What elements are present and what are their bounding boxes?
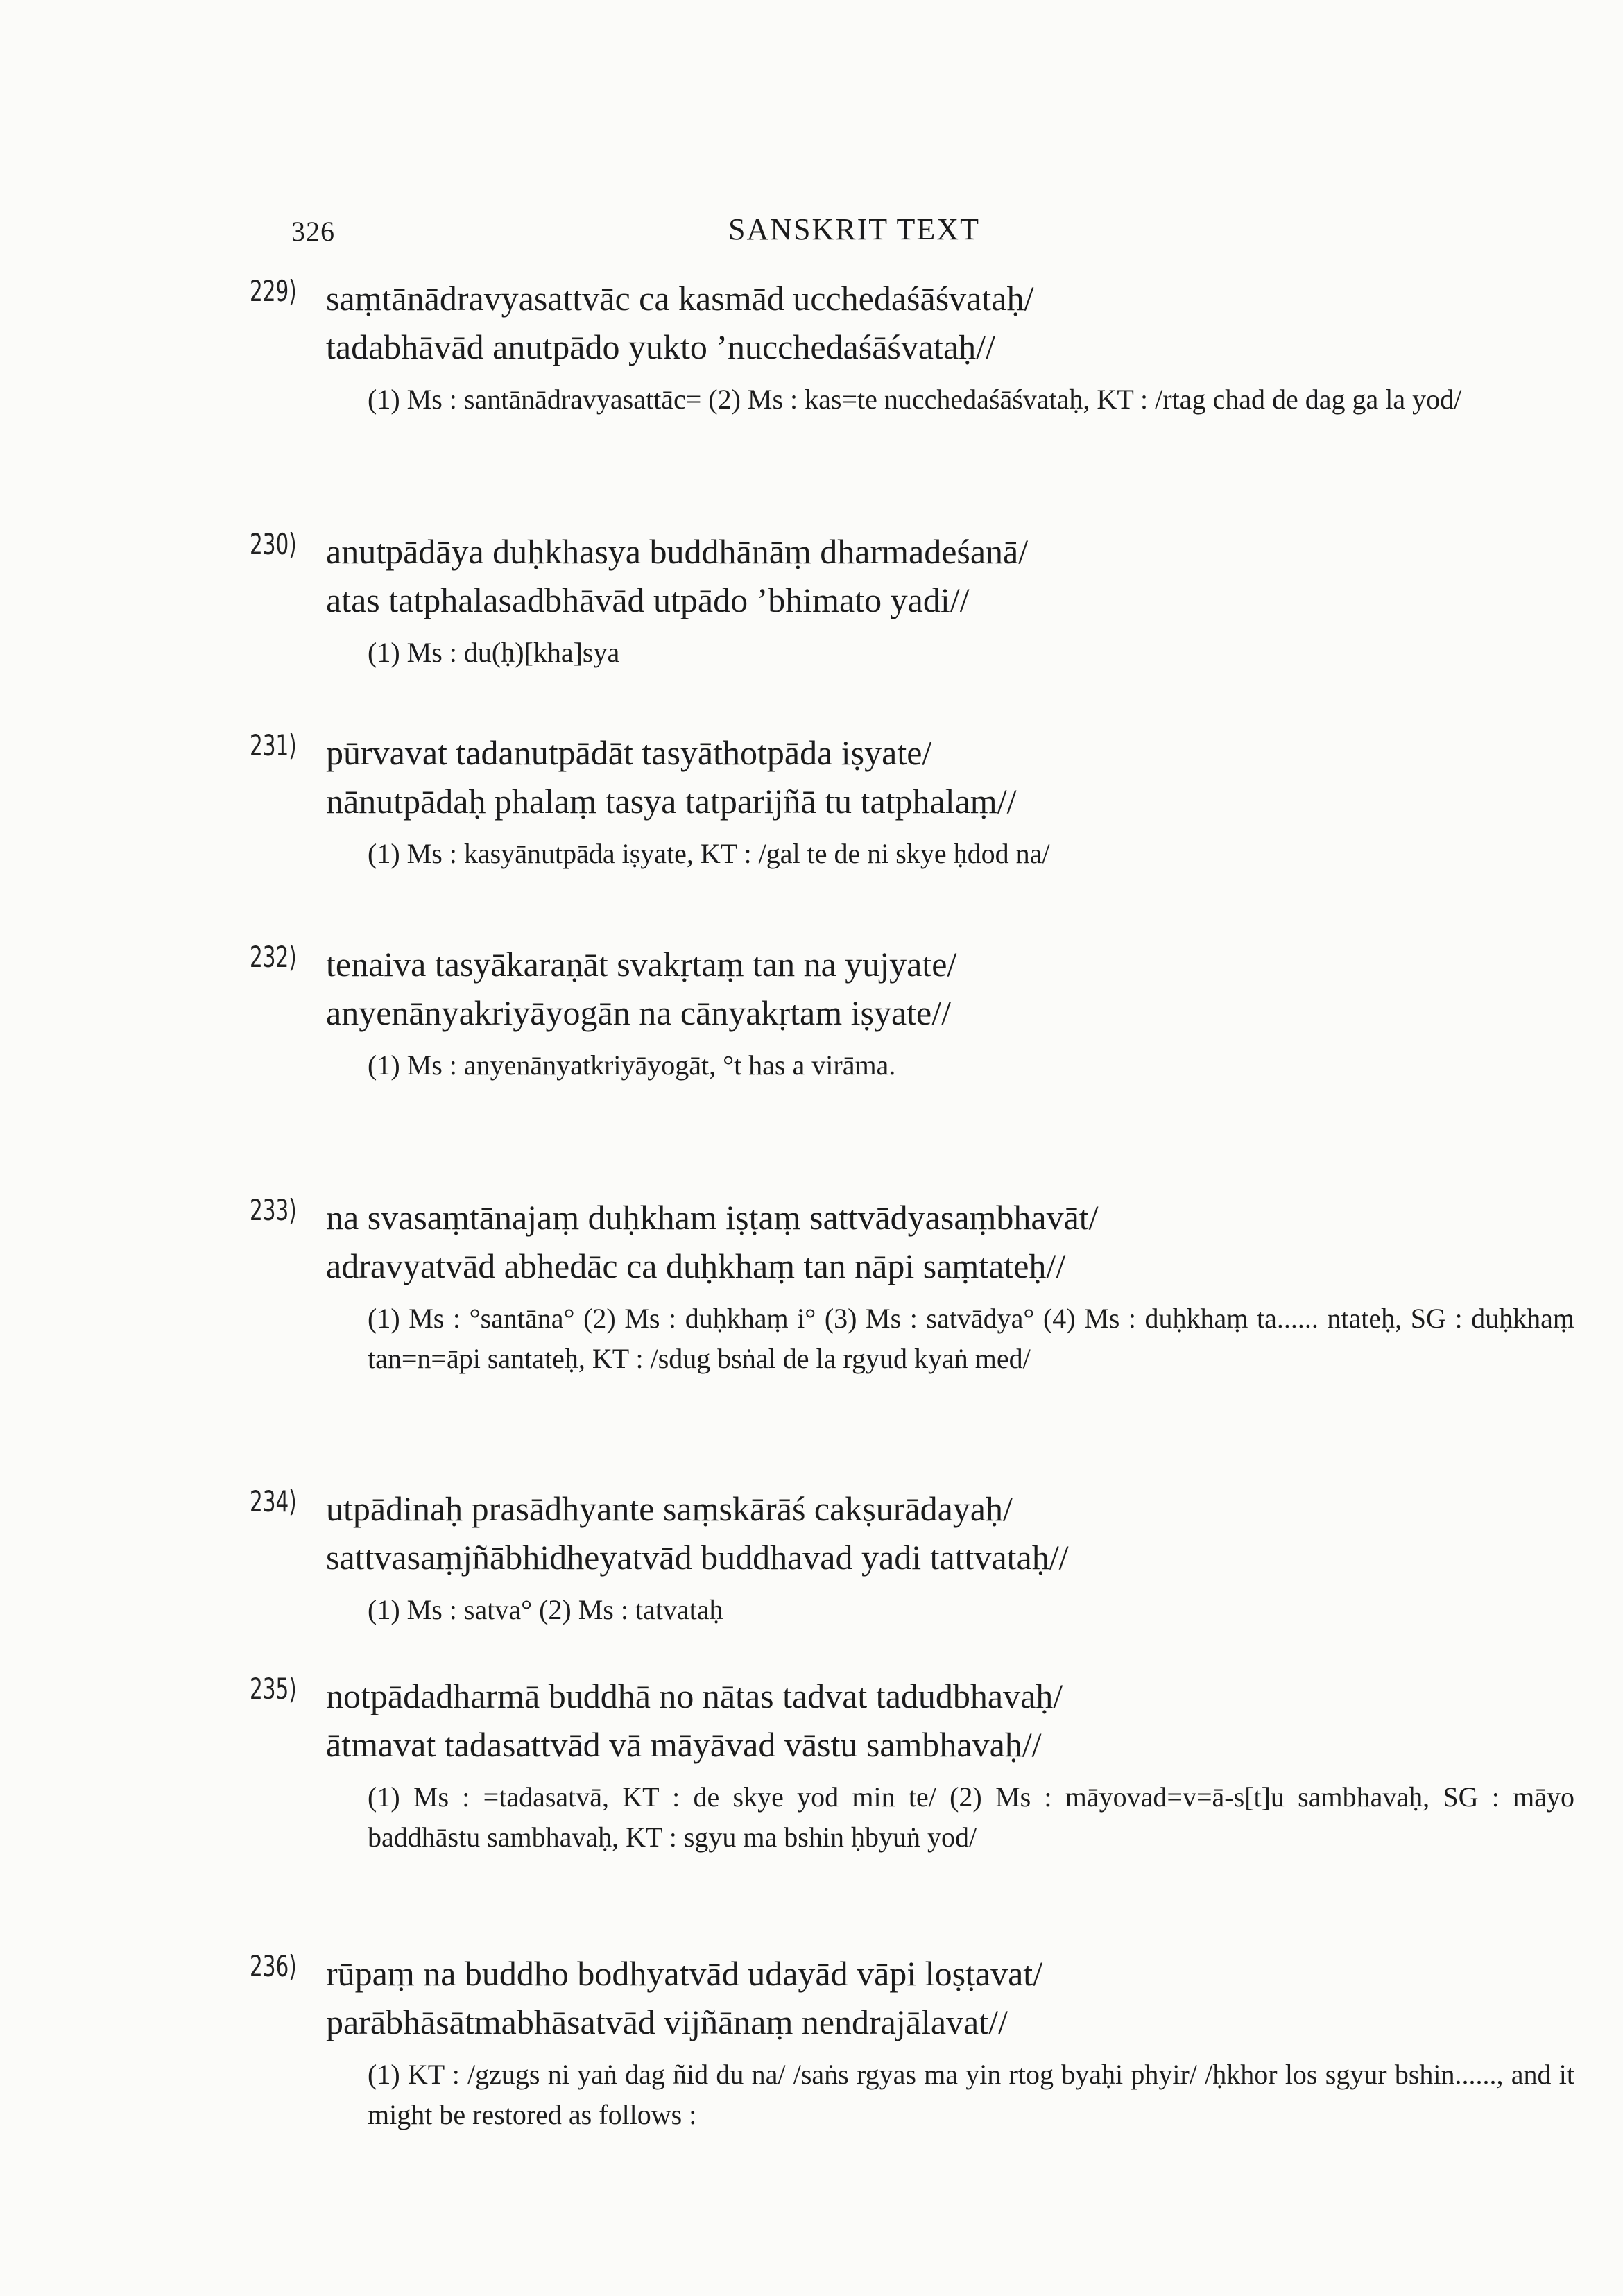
- verse-line: tadabhāvād anutpādo yukto ’nucchedaśāśvataḥ//: [326, 327, 995, 366]
- footnote: (1) KT : /gzugs ni yaṅ dag ñid du na/ /saṅs rgyas ma yin rtog byaḥi phyir/ /ḥkhor los sgyur bshin......, and it might be restored as follows :: [368, 2059, 1574, 2130]
- footnote: (1) Ms : =tadasatvā, KT : de skye yod min te/ (2) Ms : māyovad=v=ā-s[t]u sambhavaḥ, SG : māyo baddhāstu sambhavaḥ, KT : sgyu ma bshin ḥbyuṅ yod/: [368, 1781, 1574, 1853]
- page-number: 326: [291, 216, 335, 247]
- verse-233: [250, 1193, 1574, 1379]
- footnote: (1) Ms : anyenānyatkriyāyogāt, °t has a virāma.: [368, 1050, 896, 1081]
- footnote: (1) Ms : du(ḥ)[kha]sya: [368, 637, 620, 668]
- verse-number: 230): [250, 527, 297, 561]
- verse-number: 234): [250, 1484, 297, 1518]
- verse-line: nānutpādaḥ phalaṃ tasya tatparijñā tu tatphalaṃ//: [326, 782, 1017, 821]
- verse-line: adravyatvād abhedāc ca duḥkhaṃ tan nāpi saṃtateḥ//: [326, 1246, 1066, 1285]
- verse-number: 232): [250, 940, 297, 974]
- verse-line: sattvasaṃjñābhidheyatvād buddhavad yadi tattvataḥ//: [326, 1538, 1069, 1577]
- verse-line: utpādinaḥ prasādhyante saṃskārāś cakṣurādayaḥ/: [326, 1489, 1013, 1528]
- verse-line: pūrvavat tadanutpādāt tasyāthotpāda iṣyate/: [326, 733, 932, 772]
- verse-line: anutpādāya duḥkhasya buddhānāṃ dharmadeśanā/: [326, 532, 1029, 571]
- verse-232: [250, 940, 1484, 1086]
- verse-number: 233): [250, 1193, 297, 1227]
- verse-231: [250, 728, 1484, 874]
- verse-number: 236): [250, 1949, 297, 1983]
- footnote: (1) Ms : °santāna° (2) Ms : duḥkhaṃ i° (3) Ms : satvādya° (4) Ms : duḥkhaṃ ta...... ntateḥ, SG : duḥkhaṃ tan=n=āpi santateḥ, KT : /sdug bsṅal de la rgyud kyaṅ med/: [368, 1303, 1574, 1374]
- verse-line: tenaiva tasyākaraṇāt svakṛtaṃ tan na yujyate/: [326, 945, 957, 984]
- verse-line: anyenānyakriyāyogān na cānyakṛtam iṣyate//: [326, 993, 952, 1032]
- footnote: (1) Ms : kasyānutpāda iṣyate, KT : /gal te de ni skye ḥdod na/: [368, 838, 1050, 869]
- verse-line: rūpaṃ na buddho bodhyatvād udayād vāpi loṣṭavat/: [326, 1954, 1043, 1993]
- footnote: (1) Ms : satva° (2) Ms : tatvataḥ: [368, 1594, 723, 1625]
- verse-number: 231): [250, 728, 297, 762]
- footnote: (1) Ms : santānādravyasattāc= (2) Ms : kas=te nucchedaśāśvataḥ, KT : /rtag chad de dag ga la yod/: [368, 384, 1462, 415]
- verse-line: notpādadharmā buddhā no nātas tadvat tadudbhavaḥ/: [326, 1677, 1063, 1715]
- verse-number: 235): [250, 1672, 297, 1706]
- verse-line: na svasaṃtānajaṃ duḥkham iṣṭaṃ sattvādyasaṃbhavāt/: [326, 1198, 1099, 1237]
- verse-230: [250, 527, 1484, 673]
- verse-number: 229): [250, 274, 297, 308]
- verse-235: [250, 1672, 1574, 1858]
- verse-line: parābhāsātmabhāsatvād vijñānaṃ nendrajālavat//: [326, 2003, 1008, 2041]
- verse-234: [250, 1484, 1484, 1630]
- verse-line: saṃtānādravyasattvāc ca kasmād ucchedaśāśvataḥ/: [326, 279, 1034, 318]
- verse-line: atas tatphalasadbhāvād utpādo ’bhimato yadi//: [326, 581, 970, 619]
- verse-229: [250, 274, 1484, 420]
- verse-line: ātmavat tadasattvād vā māyāvad vāstu sambhavaḥ//: [326, 1725, 1042, 1764]
- running-head: SANSKRIT TEXT: [728, 212, 980, 246]
- verse-236: [250, 1949, 1574, 2135]
